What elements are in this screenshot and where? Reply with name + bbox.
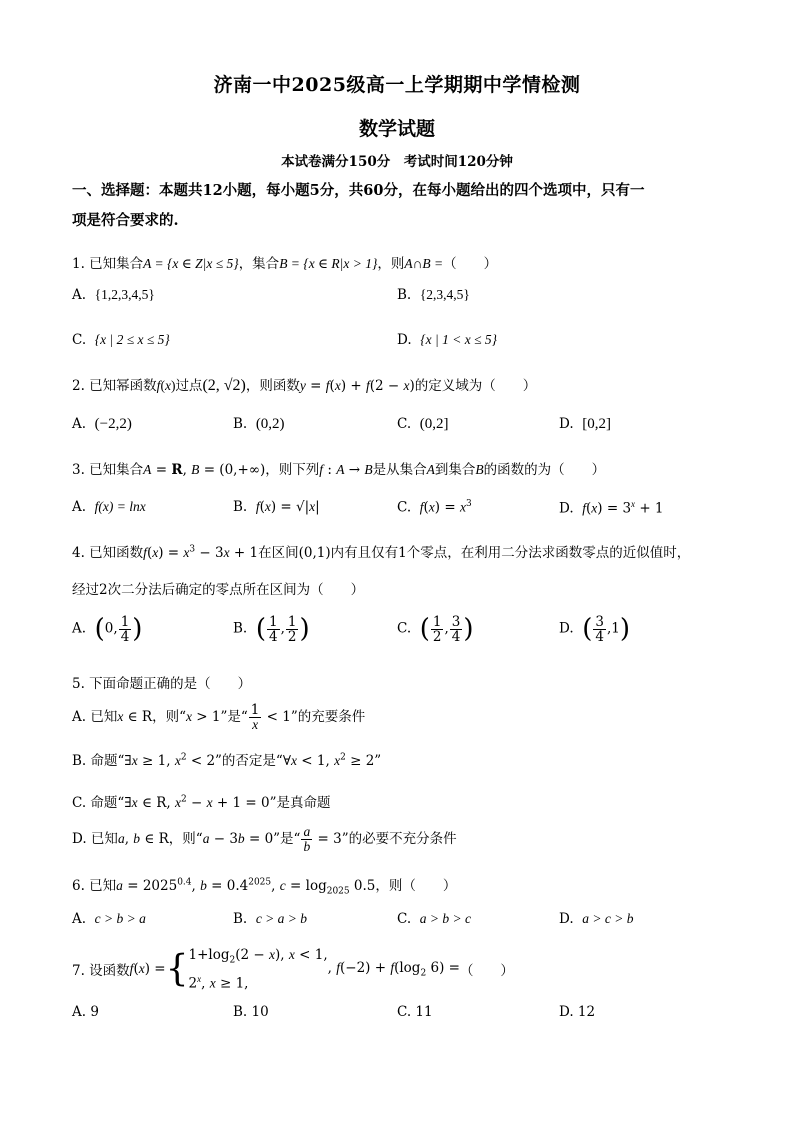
question-3-stem: 3. 已知集合A = R, B = (0,+∞)，则下列f : A → B是从集合A到集合B的函数的为（ ） [72,462,606,478]
question-3-option-a[interactable]: A. f(x) = lnx [72,499,146,515]
question-1-option-a[interactable]: A. {1,2,3,4,5} [72,287,155,303]
question-5-option-c[interactable]: C. 命题“∃x ∈ R, $x^2 - x + 1 = 0$”是真命题 [72,794,331,811]
question-4-option-d[interactable]: D. ( $\frac{3}{4}$ ,1) [559,613,631,645]
question-3-option-b[interactable]: B. f(x) = √|x| [233,499,320,515]
exam-subtitle: 数学试题 [358,118,435,140]
question-7-option-d[interactable]: D. 12 [559,1004,596,1020]
question-2-option-a[interactable]: A. (−2,2) [72,416,132,432]
question-1-stem: 1. 已知集合A = {x ∈ Z|x ≤ 5}，集合B = {x ∈ R|x > 1}，则A∩B =（ ） [72,256,498,272]
question-4-stem-line-2: 经过2次二分法后确定的零点所在区间为（ ） [72,582,365,598]
question-2-option-c[interactable]: C. (0,2] [397,416,449,432]
question-5-option-a[interactable]: A. 已知x ∈ R，则“x > 1”是“ $\frac{1}{x}$ < 1”的充要条件 [72,702,366,732]
question-6-option-a[interactable]: A. c > b > a [72,911,146,927]
question-4-option-a[interactable]: A. (0, $\frac{1}{4}$ ) [72,613,143,645]
question-4-option-c[interactable]: C. ( $\frac{1}{2}$ , $\frac{3}{4}$ ) [397,613,474,645]
exam-info: 本试卷满分150分 考试时间120分钟 [281,154,513,170]
section-1-line-2: 项是符合要求的. [72,212,179,229]
question-3-option-c[interactable]: C. $f(x) = x^3$ [397,499,472,516]
question-4-stem-line-1: 4. 已知函数$f(x) = x^3 - 3x + 1$在区间(0,1)内有且仅有1个零点，在利用二分法求函数零点的近似值时， [72,544,691,561]
question-1-option-d[interactable]: D. {x | 1 < x ≤ 5} [397,332,497,348]
exam-title: 济南一中2025级高一上学期期中学情检测 [213,74,581,96]
section-1-line-1: 一、选择题：本题共12小题，每小题5分，共60分，在每小题给出的四个选项中，只有一 [72,182,645,199]
question-3-option-d[interactable]: D. $f(x) = 3^x + 1$ [559,499,664,517]
question-6-stem: 6. 已知$a = 2025^{0.4}$, $b = 0.4^{2025}$, $c = \log_{2025} 0.5$，则（ ） [72,877,457,897]
question-1-option-c[interactable]: C. {x | 2 ≤ x ≤ 5} [72,332,170,348]
question-5-option-b[interactable]: B. 命题“∃x ≥ 1, $x^2 < 2$”的否定是“∀x < 1, $x^2 \ge 2$” [72,752,382,769]
question-6-option-d[interactable]: D. a > c > b [559,911,634,927]
question-7-option-c[interactable]: C. 11 [397,1004,433,1020]
question-6-option-c[interactable]: C. a > b > c [397,911,471,927]
question-4-option-b[interactable]: B. ( $\frac{1}{4}$ , $\frac{1}{2}$ ) [233,613,310,645]
question-5-option-d[interactable]: D. 已知a, b ∈ R，则“a − 3b = 0”是“ $\frac{a}{b}$ = 3”的必要不充分条件 [72,824,457,854]
question-2-option-b[interactable]: B. (0,2) [233,416,285,432]
question-2-stem: 2. 已知幂函数f(x)过点(2, √2)，则函数y = f(x) + f(2 − x)的定义域为（ ） [72,377,537,394]
question-2-option-d[interactable]: D. [0,2] [559,416,611,432]
question-7-option-b[interactable]: B. 10 [233,1004,269,1020]
question-5-stem: 5. 下面命题正确的是（ ） [72,676,252,692]
question-7-stem: 7. 设函数f(x) ={ $1+\log_2(2 - x)$, x < 1, 2$^x$, x ≥ 1, , $f(-2) + f(\log_2$ 6) =（ ） [72,947,514,992]
question-7-option-a[interactable]: A. 9 [72,1004,99,1020]
question-1-option-b[interactable]: B. {2,3,4,5} [397,287,470,303]
question-6-option-b[interactable]: B. c > a > b [233,911,308,927]
section-1-instructions [72,176,727,236]
